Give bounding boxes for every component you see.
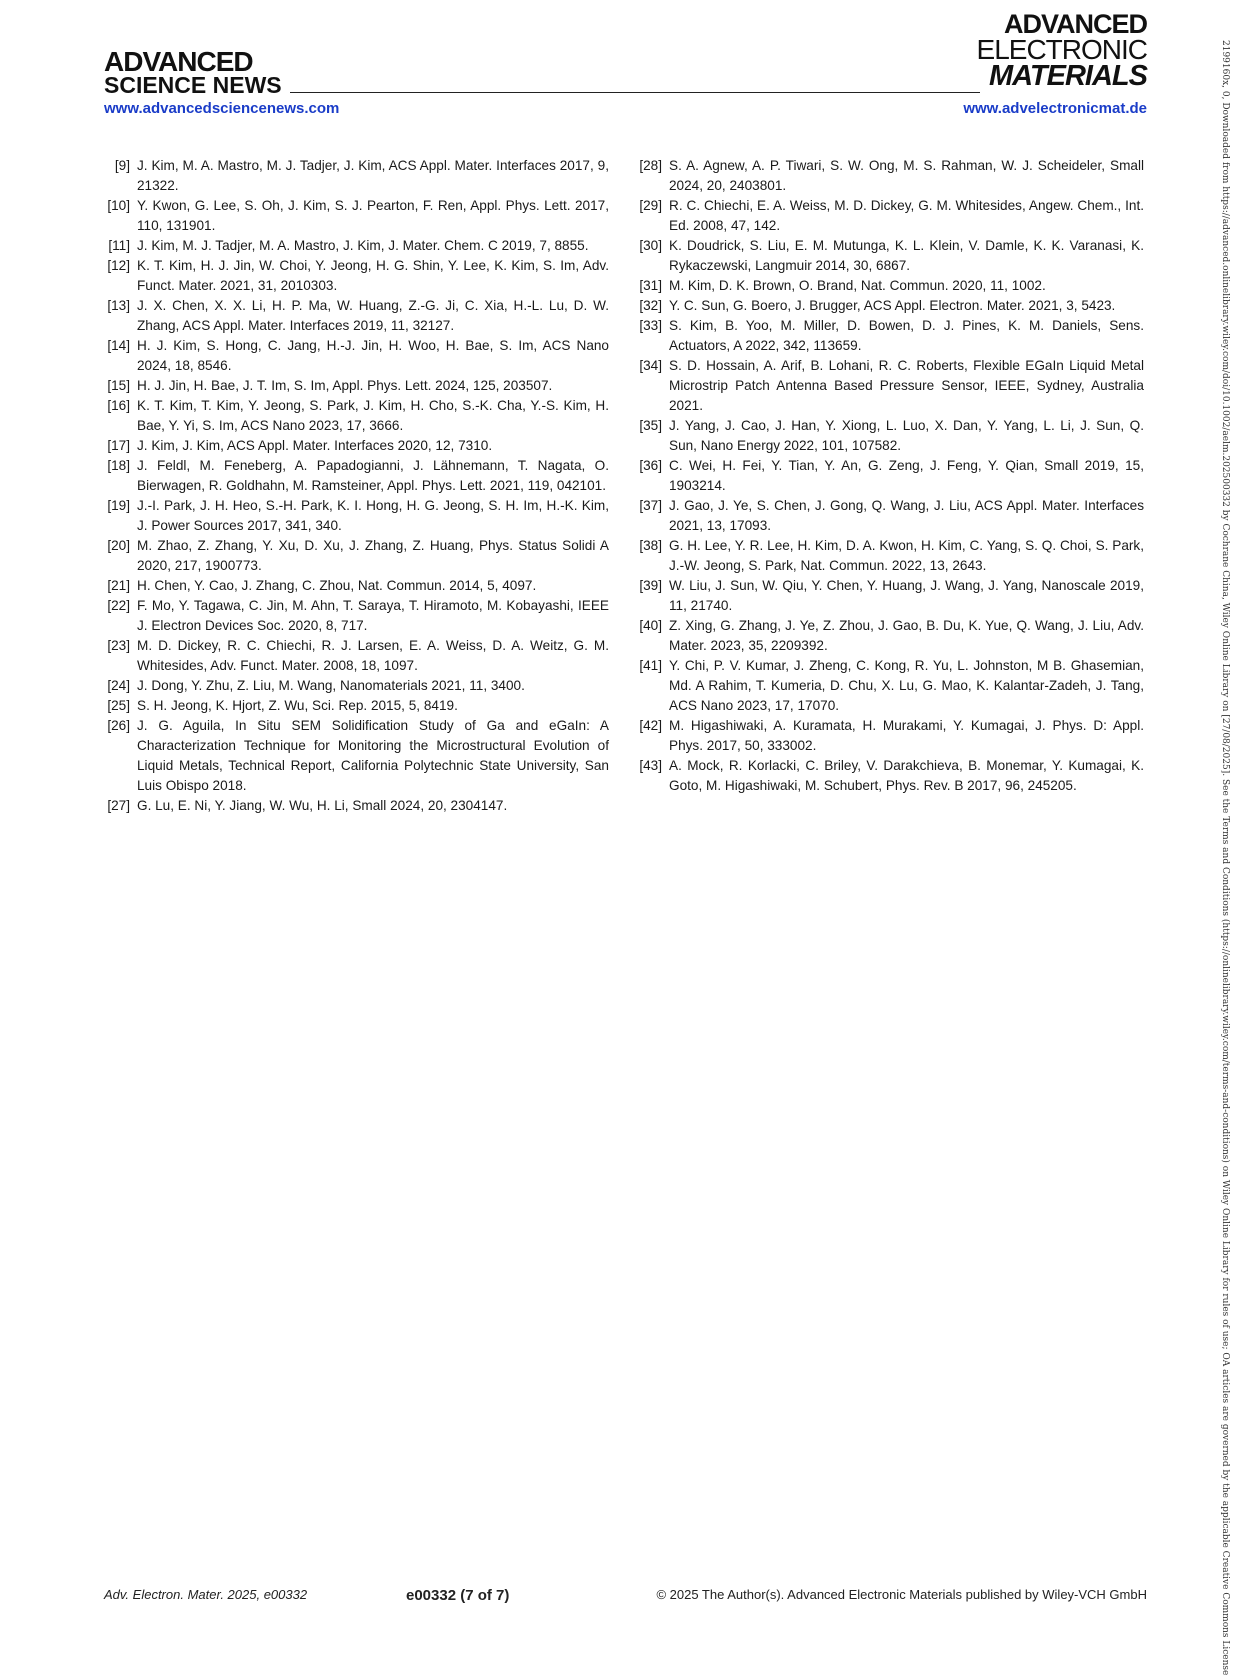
- right-logo-line1: ADVANCED: [1003, 9, 1147, 39]
- reference-text: F. Mo, Y. Tagawa, C. Jin, M. Ahn, T. Saraya, T. Hiramoto, M. Kobayashi, IEEE J. Electron Devices Soc. 2020, 8, 717.: [137, 598, 609, 633]
- reference-number: [34]: [639, 358, 662, 373]
- reference-item: [636, 656, 1144, 716]
- reference-number: [21]: [107, 578, 130, 593]
- reference-number: [29]: [639, 198, 662, 213]
- reference-item: [104, 336, 609, 376]
- reference-text: Y. Kwon, G. Lee, S. Oh, J. Kim, S. J. Pearton, F. Ren, Appl. Phys. Lett. 2017, 110, 131901.: [137, 198, 609, 233]
- footer-journal: Adv. Electron. Mater. 2025, e00332: [104, 1587, 308, 1602]
- reference-number: [14]: [107, 338, 130, 353]
- reference-item: [636, 496, 1144, 536]
- reference-text: M. D. Dickey, R. C. Chiechi, R. J. Larsen, E. A. Weiss, D. A. Weitz, G. M. Whitesides, Adv. Funct. Mater. 2008, 18, 1097.: [137, 638, 609, 673]
- reference-text: Y. Chi, P. V. Kumar, J. Zheng, C. Kong, R. Yu, L. Johnston, M B. Ghasemian, Md. A Rahim, T. Kumeria, D. Chu, X. Lu, G. Mao, K. Kalantar-Zadeh, J. Tang, ACS Nano 2023, 17, 17070.: [669, 658, 1144, 713]
- references-right-column: [636, 156, 1144, 796]
- reference-text: H. Chen, Y. Cao, J. Zhang, C. Zhou, Nat. Commun. 2014, 5, 4097.: [137, 578, 537, 593]
- reference-item: [104, 196, 609, 236]
- reference-number: [35]: [639, 418, 662, 433]
- reference-number: [28]: [639, 158, 662, 173]
- reference-text: J. G. Aguila, In Situ SEM Solidification Study of Ga and eGaIn: A Characterization Technique for Monitoring the Microstructural Evolution of Liquid Metals, Technical Report, California Polytechnic State University, San Luis Obispo 2018.: [137, 718, 609, 793]
- reference-number: [37]: [639, 498, 662, 513]
- reference-item: [104, 636, 609, 676]
- reference-item: [636, 356, 1144, 416]
- reference-text: A. Mock, R. Korlacki, C. Briley, V. Darakchieva, B. Monemar, Y. Kumagai, K. Goto, M. Higashiwaki, M. Schubert, Phys. Rev. B 2017, 96, 245205.: [669, 758, 1144, 793]
- reference-item: [104, 436, 609, 456]
- reference-item: [104, 716, 609, 796]
- reference-number: [24]: [107, 678, 130, 693]
- reference-item: [104, 456, 609, 496]
- references-left-column: [104, 156, 609, 816]
- reference-text: J. Gao, J. Ye, S. Chen, J. Gong, Q. Wang, J. Liu, ACS Appl. Mater. Interfaces 2021, 13, 17093.: [669, 498, 1144, 533]
- reference-item: [104, 576, 609, 596]
- reference-item: [104, 496, 609, 536]
- reference-text: S. Kim, B. Yoo, M. Miller, D. Bowen, D. J. Pines, K. M. Daniels, Sens. Actuators, A 2022, 342, 113659.: [669, 318, 1144, 353]
- reference-number: [15]: [107, 378, 130, 393]
- reference-number: [12]: [107, 258, 130, 273]
- reference-text: G. H. Lee, Y. R. Lee, H. Kim, D. A. Kwon, H. Kim, C. Yang, S. Q. Choi, S. Park, J.-W. Jeong, S. Park, Nat. Commun. 2022, 13, 2643.: [669, 538, 1144, 573]
- reference-number: [16]: [107, 398, 130, 413]
- reference-item: [636, 296, 1144, 316]
- left-logo-line2: SCIENCE NEWS: [104, 72, 282, 98]
- left-url-link[interactable]: www.advancedsciencenews.com: [104, 100, 340, 117]
- header-rule: [290, 92, 980, 93]
- reference-item: [104, 796, 609, 816]
- reference-text: H. J. Jin, H. Bae, J. T. Im, S. Im, Appl. Phys. Lett. 2024, 125, 203507.: [137, 378, 553, 393]
- reference-text: W. Liu, J. Sun, W. Qiu, Y. Chen, Y. Huang, J. Wang, J. Yang, Nanoscale 2019, 11, 21740.: [669, 578, 1144, 613]
- reference-number: [33]: [639, 318, 662, 333]
- reference-text: R. C. Chiechi, E. A. Weiss, M. D. Dickey, G. M. Whitesides, Angew. Chem., Int. Ed. 2008, 47, 142.: [669, 198, 1144, 233]
- reference-item: [104, 236, 609, 256]
- reference-item: [104, 396, 609, 436]
- reference-number: [17]: [107, 438, 130, 453]
- reference-item: [636, 236, 1144, 276]
- reference-text: S. H. Jeong, K. Hjort, Z. Wu, Sci. Rep. 2015, 5, 8419.: [137, 698, 458, 713]
- reference-text: J. Kim, M. A. Mastro, M. J. Tadjer, J. Kim, ACS Appl. Mater. Interfaces 2017, 9, 21322.: [137, 158, 609, 193]
- reference-number: [18]: [107, 458, 130, 473]
- reference-number: [38]: [639, 538, 662, 553]
- reference-number: [22]: [107, 598, 130, 613]
- reference-number: [9]: [114, 158, 130, 173]
- reference-item: [636, 536, 1144, 576]
- footer-copyright: © 2025 The Author(s). Advanced Electronic Materials published by Wiley-VCH GmbH: [656, 1587, 1147, 1602]
- reference-text: Y. C. Sun, G. Boero, J. Brugger, ACS Appl. Electron. Mater. 2021, 3, 5423.: [669, 298, 1116, 313]
- reference-text: M. Higashiwaki, A. Kuramata, H. Murakami, Y. Kumagai, J. Phys. D: Appl. Phys. 2017, 50, 333002.: [669, 718, 1144, 753]
- reference-item: [636, 456, 1144, 496]
- left-logo-line1: ADVANCED: [104, 46, 253, 77]
- reference-number: [31]: [639, 278, 662, 293]
- reference-text: J.-I. Park, J. H. Heo, S.-H. Park, K. I. Hong, H. G. Jeong, S. H. Im, H.-K. Kim, J. Power Sources 2017, 341, 340.: [137, 498, 609, 533]
- reference-number: [25]: [107, 698, 130, 713]
- reference-text: J. X. Chen, X. X. Li, H. P. Ma, W. Huang, Z.-G. Ji, C. Xia, H.-L. Lu, D. W. Zhang, ACS Appl. Mater. Interfaces 2019, 11, 32127.: [137, 298, 609, 333]
- reference-text: J. Kim, M. J. Tadjer, M. A. Mastro, J. Kim, J. Mater. Chem. C 2019, 7, 8855.: [137, 238, 589, 253]
- reference-number: [30]: [639, 238, 662, 253]
- reference-item: [636, 756, 1144, 796]
- right-logo: [976, 9, 1147, 92]
- reference-text: K. Doudrick, S. Liu, E. M. Mutunga, K. L. Klein, V. Damle, K. K. Varanasi, K. Rykaczewski, Langmuir 2014, 30, 6867.: [669, 238, 1144, 273]
- reference-item: [104, 536, 609, 576]
- reference-item: [636, 416, 1144, 456]
- reference-item: [636, 616, 1144, 656]
- reference-text: G. Lu, E. Ni, Y. Jiang, W. Wu, H. Li, Small 2024, 20, 2304147.: [137, 798, 508, 813]
- reference-number: [42]: [639, 718, 662, 733]
- reference-number: [32]: [639, 298, 662, 313]
- reference-text: K. T. Kim, T. Kim, Y. Jeong, S. Park, J. Kim, H. Cho, S.-K. Cha, Y.-S. Kim, H. Bae, Y. Yi, S. Im, ACS Nano 2023, 17, 3666.: [137, 398, 609, 433]
- footer-page-number: e00332 (7 of 7): [406, 1587, 510, 1604]
- reference-item: [104, 296, 609, 336]
- download-side-note: 2199160x, 0, Downloaded from https://advanced.onlinelibrary.wiley.com/doi/10.1002/aelm.202500332 by Cochrane China, Wiley Online Library on [27/08/2025]. See the Terms and Conditions (https://onlinelibrary.wiley.com/terms-and-conditions) on Wiley Online Library for rules of use; OA articles are governed by the applicable Creative Commons License: [1220, 40, 1230, 1675]
- reference-number: [43]: [639, 758, 662, 773]
- reference-item: [104, 676, 609, 696]
- right-url-link[interactable]: www.advelectronicmat.de: [963, 100, 1147, 117]
- reference-text: J. Dong, Y. Zhu, Z. Liu, M. Wang, Nanomaterials 2021, 11, 3400.: [137, 678, 525, 693]
- reference-number: [26]: [107, 718, 130, 733]
- reference-text: J. Yang, J. Cao, J. Han, Y. Xiong, L. Luo, X. Dan, Y. Yang, L. Li, J. Sun, Q. Sun, Nano Energy 2022, 101, 107582.: [669, 418, 1144, 453]
- reference-number: [40]: [639, 618, 662, 633]
- reference-item: [636, 156, 1144, 196]
- reference-text: S. D. Hossain, A. Arif, B. Lohani, R. C. Roberts, Flexible EGaIn Liquid Metal Microstrip Patch Antenna Based Pressure Sensor, IEEE, Sydney, Australia 2021.: [669, 358, 1144, 413]
- right-logo-line3: MATERIALS: [988, 59, 1147, 92]
- reference-item: [104, 696, 609, 716]
- reference-text: C. Wei, H. Fei, Y. Tian, Y. An, G. Zeng, J. Feng, Y. Qian, Small 2019, 15, 1903214.: [669, 458, 1144, 493]
- reference-text: Z. Xing, G. Zhang, J. Ye, Z. Zhou, J. Gao, B. Du, K. Yue, Q. Wang, J. Liu, Adv. Mater. 2023, 35, 2209392.: [669, 618, 1144, 653]
- reference-text: M. Zhao, Z. Zhang, Y. Xu, D. Xu, J. Zhang, Z. Huang, Phys. Status Solidi A 2020, 217, 1900773.: [137, 538, 609, 573]
- reference-number: [10]: [107, 198, 130, 213]
- reference-number: [13]: [107, 298, 130, 313]
- reference-text: H. J. Kim, S. Hong, C. Jang, H.-J. Jin, H. Woo, H. Bae, S. Im, ACS Nano 2024, 18, 8546.: [137, 338, 609, 373]
- reference-number: [19]: [107, 498, 130, 513]
- reference-item: [104, 256, 609, 296]
- reference-item: [104, 596, 609, 636]
- right-logo-line2: ELECTRONIC: [976, 33, 1147, 65]
- reference-item: [636, 196, 1144, 236]
- reference-number: [20]: [107, 538, 130, 553]
- reference-text: J. Kim, J. Kim, ACS Appl. Mater. Interfaces 2020, 12, 7310.: [137, 438, 493, 453]
- reference-number: [39]: [639, 578, 662, 593]
- reference-item: [636, 316, 1144, 356]
- reference-item: [104, 376, 609, 396]
- reference-text: J. Feldl, M. Feneberg, A. Papadogianni, J. Lähnemann, T. Nagata, O. Bierwagen, R. Goldhahn, M. Ramsteiner, Appl. Phys. Lett. 2021, 119, 042101.: [137, 458, 609, 493]
- reference-number: [27]: [107, 798, 130, 813]
- reference-item: [636, 276, 1144, 296]
- reference-item: [636, 716, 1144, 756]
- reference-item: [104, 156, 609, 196]
- reference-number: [23]: [107, 638, 130, 653]
- reference-item: [636, 576, 1144, 616]
- reference-text: S. A. Agnew, A. P. Tiwari, S. W. Ong, M. S. Rahman, W. J. Scheideler, Small 2024, 20, 2403801.: [669, 158, 1144, 193]
- reference-text: K. T. Kim, H. J. Jin, W. Choi, Y. Jeong, H. G. Shin, Y. Lee, K. Kim, S. Im, Adv. Funct. Mater. 2021, 31, 2010303.: [137, 258, 609, 293]
- reference-number: [36]: [639, 458, 662, 473]
- reference-number: [11]: [108, 238, 130, 253]
- left-logo: [104, 48, 282, 97]
- reference-number: [41]: [639, 658, 662, 673]
- reference-text: M. Kim, D. K. Brown, O. Brand, Nat. Commun. 2020, 11, 1002.: [669, 278, 1046, 293]
